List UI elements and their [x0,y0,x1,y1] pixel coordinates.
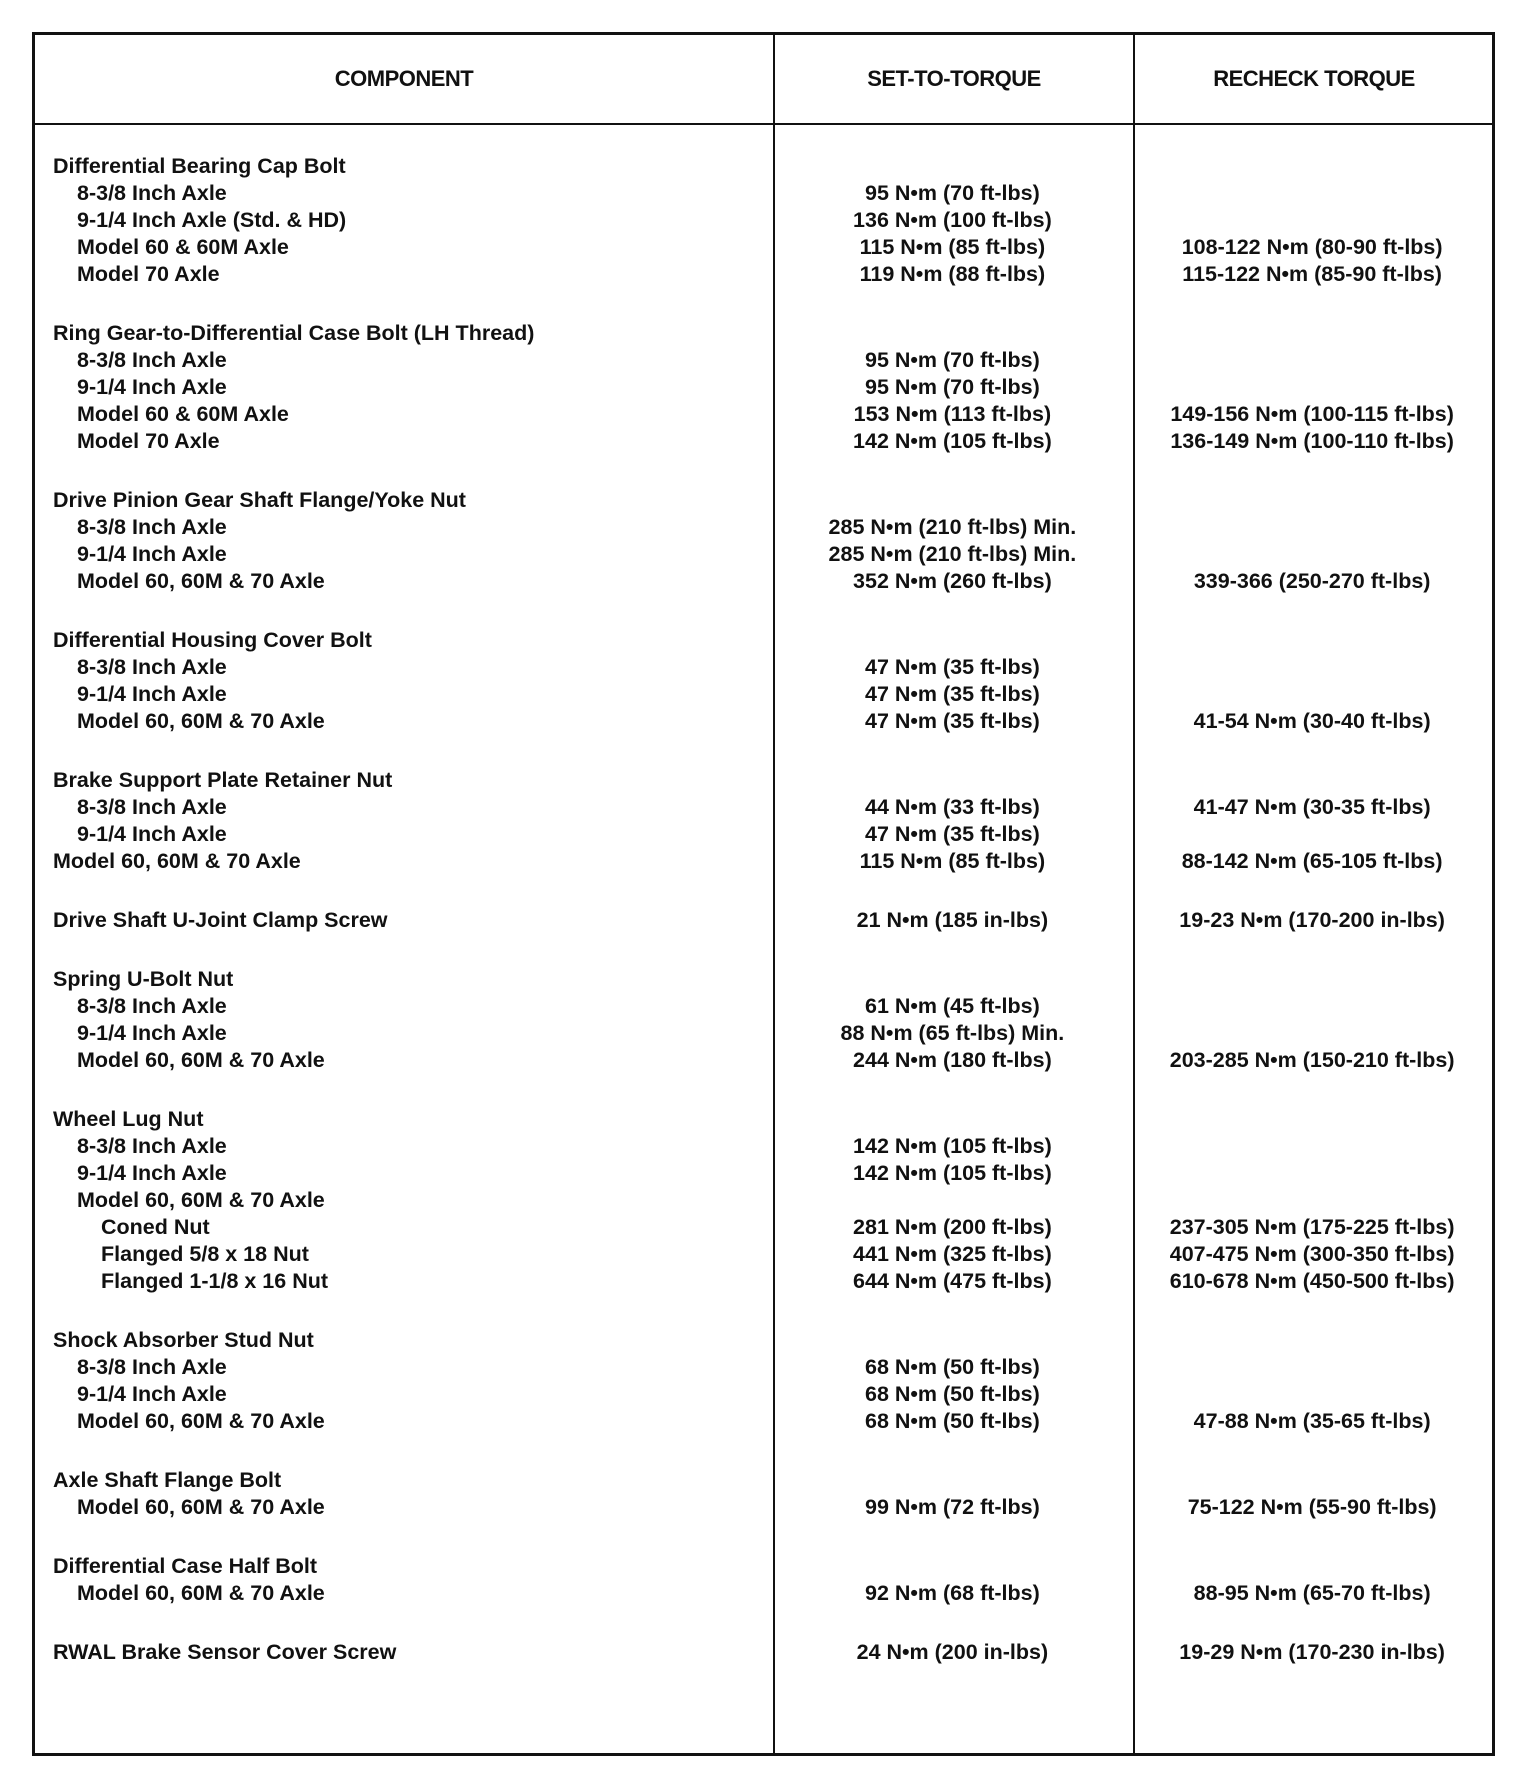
component-group [35,966,1492,1074]
component-cell: Model 60, 60M & 70 Axle [77,569,325,593]
set-to-torque-cell: 24 N•m (200 in-lbs) [856,1640,1049,1664]
table-row [35,1268,1492,1295]
table-row [35,234,1492,261]
component-cell: 9-1/4 Inch Axle [77,1382,227,1406]
component-group [35,1106,1492,1295]
table-row [35,487,1492,514]
component-group [35,1327,1492,1435]
component-cell: Differential Bearing Cap Bolt [53,154,346,178]
table-row [35,993,1492,1020]
component-cell: 8-3/8 Inch Axle [77,994,227,1018]
component-cell: Drive Pinion Gear Shaft Flange/Yoke Nut [53,488,466,512]
table-row [35,966,1492,993]
set-to-torque-cell: 136 N•m (100 ft-lbs) [853,208,1052,232]
component-cell: 8-3/8 Inch Axle [77,515,227,539]
table-row [35,1553,1492,1580]
component-cell: 8-3/8 Inch Axle [77,348,227,372]
table-row [35,767,1492,794]
component-cell: Model 60, 60M & 70 Axle [77,1048,325,1072]
table-row [35,794,1492,821]
component-cell: Flanged 5/8 x 18 Nut [101,1242,309,1266]
table-row [35,261,1492,288]
table-row [35,1639,1492,1666]
table-row [35,1354,1492,1381]
component-group [35,320,1492,455]
component-cell: Ring Gear-to-Differential Case Bolt (LH Thread) [53,321,535,345]
component-group [35,907,1492,934]
component-cell: 9-1/4 Inch Axle [77,822,227,846]
set-to-torque-cell: 115 N•m (85 ft-lbs) [859,849,1046,873]
recheck-torque-cell: 47-88 N•m (35-65 ft-lbs) [1193,1409,1431,1433]
recheck-torque-cell: 88-142 N•m (65-105 ft-lbs) [1181,849,1443,873]
table-row [35,1106,1492,1133]
set-to-torque-cell: 119 N•m (88 ft-lbs) [859,262,1046,286]
recheck-torque-cell: 203-285 N•m (150-210 ft-lbs) [1169,1048,1455,1072]
component-cell: Model 60, 60M & 70 Axle [77,1409,325,1433]
component-cell: Model 60 & 60M Axle [77,235,289,259]
table-row [35,1047,1492,1074]
table-row [35,180,1492,207]
table-row [35,1214,1492,1241]
table-row [35,541,1492,568]
set-to-torque-cell: 47 N•m (35 ft-lbs) [864,822,1040,846]
set-to-torque-cell: 47 N•m (35 ft-lbs) [864,655,1040,679]
header-set-to-torque: SET-TO-TORQUE [867,66,1041,91]
component-group [35,153,1492,288]
component-cell: Shock Absorber Stud Nut [53,1328,314,1352]
table-row [35,347,1492,374]
component-cell: Spring U-Bolt Nut [53,967,234,991]
component-cell: 8-3/8 Inch Axle [77,655,227,679]
component-cell: 8-3/8 Inch Axle [77,795,227,819]
set-to-torque-cell: 153 N•m (113 ft-lbs) [853,402,1052,426]
component-cell: 9-1/4 Inch Axle [77,682,227,706]
table-row [35,1494,1492,1521]
component-cell: Model 60, 60M & 70 Axle [77,1188,325,1212]
component-cell: Axle Shaft Flange Bolt [53,1468,282,1492]
table-row [35,568,1492,595]
component-cell: Wheel Lug Nut [53,1107,204,1131]
set-to-torque-cell: 21 N•m (185 in-lbs) [856,908,1049,932]
component-cell: 9-1/4 Inch Axle [77,542,227,566]
recheck-torque-cell: 19-23 N•m (170-200 in-lbs) [1179,908,1445,932]
table-row [35,1381,1492,1408]
recheck-torque-cell: 149-156 N•m (100-115 ft-lbs) [1170,402,1454,426]
table-row [35,681,1492,708]
set-to-torque-cell: 88 N•m (65 ft-lbs) Min. [840,1021,1065,1045]
component-cell: RWAL Brake Sensor Cover Screw [53,1640,397,1664]
set-to-torque-cell: 142 N•m (105 ft-lbs) [853,1161,1052,1185]
component-cell: Differential Case Half Bolt [53,1554,318,1578]
set-to-torque-cell: 644 N•m (475 ft-lbs) [853,1269,1052,1293]
recheck-torque-cell: 19-29 N•m (170-230 in-lbs) [1179,1640,1445,1664]
recheck-torque-cell: 136-149 N•m (100-110 ft-lbs) [1170,429,1454,453]
table-row [35,1020,1492,1047]
table-row [35,1327,1492,1354]
set-to-torque-cell: 61 N•m (45 ft-lbs) [864,994,1040,1018]
table-row [35,207,1492,234]
component-group [35,1553,1492,1607]
component-cell: Model 60 & 60M Axle [77,402,289,426]
component-group [35,767,1492,875]
set-to-torque-cell: 68 N•m (50 ft-lbs) [864,1409,1040,1433]
set-to-torque-cell: 47 N•m (35 ft-lbs) [864,709,1040,733]
table-row [35,153,1492,180]
recheck-torque-cell: 115-122 N•m (85-90 ft-lbs) [1182,262,1442,286]
component-group [35,487,1492,595]
component-cell: Drive Shaft U-Joint Clamp Screw [53,908,388,932]
table-row [35,1467,1492,1494]
header-recheck-torque: RECHECK TORQUE [1213,66,1415,91]
component-cell: 9-1/4 Inch Axle (Std. & HD) [77,208,347,232]
table-row [35,848,1492,875]
table-row [35,907,1492,934]
component-cell: Model 60, 60M & 70 Axle [77,1581,325,1605]
component-cell: Flanged 1-1/8 x 16 Nut [101,1269,329,1293]
table-row [35,1133,1492,1160]
component-cell: 9-1/4 Inch Axle [77,1161,227,1185]
recheck-torque-cell: 407-475 N•m (300-350 ft-lbs) [1169,1242,1455,1266]
table-row [35,1241,1492,1268]
component-cell: Model 70 Axle [77,429,220,453]
set-to-torque-cell: 115 N•m (85 ft-lbs) [859,235,1046,259]
table-row [35,320,1492,347]
table-row [35,821,1492,848]
recheck-torque-cell: 610-678 N•m (450-500 ft-lbs) [1169,1269,1455,1293]
set-to-torque-cell: 285 N•m (210 ft-lbs) Min. [828,542,1077,566]
set-to-torque-cell: 99 N•m (72 ft-lbs) [864,1495,1040,1519]
set-to-torque-cell: 92 N•m (68 ft-lbs) [864,1581,1040,1605]
recheck-torque-cell: 88-95 N•m (65-70 ft-lbs) [1193,1581,1431,1605]
component-cell: Model 60, 60M & 70 Axle [77,1495,325,1519]
set-to-torque-cell: 281 N•m (200 ft-lbs) [853,1215,1052,1239]
table-row [35,374,1492,401]
table-row [35,1408,1492,1435]
component-group [35,627,1492,735]
set-to-torque-cell: 68 N•m (50 ft-lbs) [864,1355,1040,1379]
recheck-torque-cell: 339-366 (250-270 ft-lbs) [1193,569,1431,593]
table-row [35,627,1492,654]
table-row [35,514,1492,541]
set-to-torque-cell: 47 N•m (35 ft-lbs) [864,682,1040,706]
component-cell: Model 60, 60M & 70 Axle [53,849,301,873]
component-cell: Model 70 Axle [77,262,220,286]
component-cell: Coned Nut [101,1215,210,1239]
set-to-torque-cell: 95 N•m (70 ft-lbs) [864,348,1040,372]
recheck-torque-cell: 75-122 N•m (55-90 ft-lbs) [1187,1495,1437,1519]
component-cell: 9-1/4 Inch Axle [77,375,227,399]
component-cell: Model 60, 60M & 70 Axle [77,709,325,733]
recheck-torque-cell: 108-122 N•m (80-90 ft-lbs) [1181,235,1443,259]
component-cell: Brake Support Plate Retainer Nut [53,768,393,792]
table-row [35,708,1492,735]
table-row [35,1187,1492,1214]
set-to-torque-cell: 285 N•m (210 ft-lbs) Min. [828,515,1077,539]
table-row [35,401,1492,428]
table-body [35,123,1492,1698]
set-to-torque-cell: 142 N•m (105 ft-lbs) [853,1134,1052,1158]
component-group [35,1639,1492,1666]
table-row [35,1160,1492,1187]
recheck-torque-cell: 41-54 N•m (30-40 ft-lbs) [1193,709,1431,733]
torque-table [32,32,1495,1756]
set-to-torque-cell: 441 N•m (325 ft-lbs) [853,1242,1052,1266]
set-to-torque-cell: 244 N•m (180 ft-lbs) [853,1048,1052,1072]
set-to-torque-cell: 142 N•m (105 ft-lbs) [853,429,1052,453]
table-row [35,428,1492,455]
set-to-torque-cell: 95 N•m (70 ft-lbs) [864,181,1040,205]
component-cell: 9-1/4 Inch Axle [77,1021,227,1045]
component-cell: 8-3/8 Inch Axle [77,1355,227,1379]
table-row [35,654,1492,681]
set-to-torque-cell: 95 N•m (70 ft-lbs) [864,375,1040,399]
recheck-torque-cell: 41-47 N•m (30-35 ft-lbs) [1193,795,1431,819]
component-cell: Differential Housing Cover Bolt [53,628,372,652]
set-to-torque-cell: 352 N•m (260 ft-lbs) [853,569,1052,593]
table-row [35,1580,1492,1607]
component-cell: 8-3/8 Inch Axle [77,181,227,205]
recheck-torque-cell: 237-305 N•m (175-225 ft-lbs) [1169,1215,1455,1239]
header-component: COMPONENT [334,66,474,91]
set-to-torque-cell: 68 N•m (50 ft-lbs) [864,1382,1040,1406]
component-cell: 8-3/8 Inch Axle [77,1134,227,1158]
component-group [35,1467,1492,1521]
set-to-torque-cell: 44 N•m (33 ft-lbs) [864,795,1040,819]
